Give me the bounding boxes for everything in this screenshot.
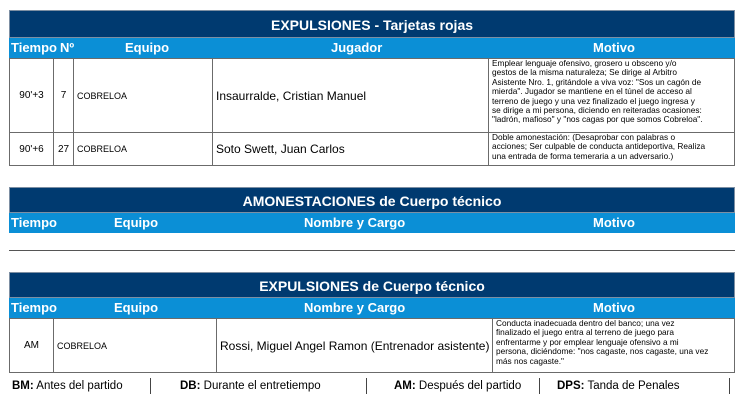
legend-dps xyxy=(557,380,680,392)
legend-text: Durante el entretiempo xyxy=(203,380,321,392)
legend-am xyxy=(394,380,521,392)
header-equipo: Equipo xyxy=(114,215,159,230)
legend-text: Antes del partido xyxy=(36,380,123,392)
cell-jugador: Soto Swett, Juan Carlos xyxy=(213,133,489,166)
cell-jugador: Insaurralde, Cristian Manuel xyxy=(213,59,489,133)
table-header-expulsiones xyxy=(9,38,735,58)
cell-numero: 7 xyxy=(54,59,74,133)
empty-table-divider xyxy=(9,250,735,251)
legend-separator xyxy=(150,378,151,394)
header-equipo: Equipo xyxy=(125,40,170,55)
cell-tiempo: 90'+6 xyxy=(10,133,54,166)
header-motivo: Motivo xyxy=(593,215,635,230)
section-title-amonestaciones: AMONESTACIONES de Cuerpo técnico xyxy=(9,187,735,213)
header-tiempo: Tiempo xyxy=(11,300,57,315)
header-tiempo: Tiempo xyxy=(11,40,57,55)
cell-tiempo: 90'+3 xyxy=(10,59,54,133)
table-row xyxy=(10,133,735,166)
table-header-amonestaciones xyxy=(9,213,735,233)
legend-db xyxy=(180,380,321,392)
cell-equipo: COBRELOA xyxy=(74,133,213,166)
header-nombre-cargo: Nombre y Cargo xyxy=(304,300,406,315)
cell-equipo: COBRELOA xyxy=(54,319,217,373)
legend-text: Tanda de Penales xyxy=(587,380,680,392)
table-row xyxy=(10,319,735,373)
expulsiones-table xyxy=(9,58,735,166)
legend-separator xyxy=(539,378,540,394)
legend-key: BM: xyxy=(12,380,34,392)
header-numero: Nº xyxy=(60,40,75,55)
cell-nombre-cargo: Rossi, Miguel Angel Ramon (Entrenador asistente) xyxy=(217,319,493,373)
cell-equipo: COBRELOA xyxy=(74,59,213,133)
legend-key: DPS: xyxy=(557,380,585,392)
header-motivo: Motivo xyxy=(593,300,635,315)
legend-text: Después del partido xyxy=(418,380,522,392)
legend-key: DB: xyxy=(180,380,201,392)
cell-tiempo: AM xyxy=(10,319,54,373)
section-title-expulsiones-cuerpo-tecnico: EXPULSIONES de Cuerpo técnico xyxy=(9,272,735,298)
header-equipo: Equipo xyxy=(114,300,159,315)
cell-motivo: Conducta inadecuada dentro del banco; una vez finalizado el juego entra al terreno de juego para enfrentarme y por emplear lenguaje ofensivo a mi persona, diciéndome: "nos cagaste, nos cagaste, una vez más nos cagaste." xyxy=(493,319,735,373)
table-header-expulsiones-cuerpo-tecnico xyxy=(9,298,735,318)
expulsiones-cuerpo-tecnico-table xyxy=(9,318,735,373)
cell-motivo: Doble amonestación: (Desaprobar con palabras o acciones; Ser culpable de conducta antideportiva, Realiza una entrada de forma temeraria a un adversario.) xyxy=(489,133,735,166)
header-tiempo: Tiempo xyxy=(11,215,57,230)
cell-numero: 27 xyxy=(54,133,74,166)
header-jugador: Jugador xyxy=(331,40,383,55)
legend-separator xyxy=(366,378,367,394)
header-motivo: Motivo xyxy=(593,40,635,55)
legend-key: AM: xyxy=(394,380,416,392)
section-title-expulsiones: EXPULSIONES - Tarjetas rojas xyxy=(9,10,735,38)
legend-bm xyxy=(12,380,123,392)
legend-separator xyxy=(729,378,730,394)
header-nombre-cargo: Nombre y Cargo xyxy=(304,215,406,230)
table-row xyxy=(10,59,735,133)
cell-motivo: Emplear lenguaje ofensivo, grosero u obsceno y/o gestos de la misma naturaleza; Se dirige al Arbitro Asistente Nro. 1, gritándole a viva voz: "Sos un cagón de mierda". Jugador se mantiene en el túnel de acceso al terreno de juego y una vez finalizado el juego ingresa y se dirige a mi persona, diciendo en reiteradas ocasiones: "ladrón, mafioso" y "nos cagas por que somos Cobreloa". xyxy=(489,59,735,133)
